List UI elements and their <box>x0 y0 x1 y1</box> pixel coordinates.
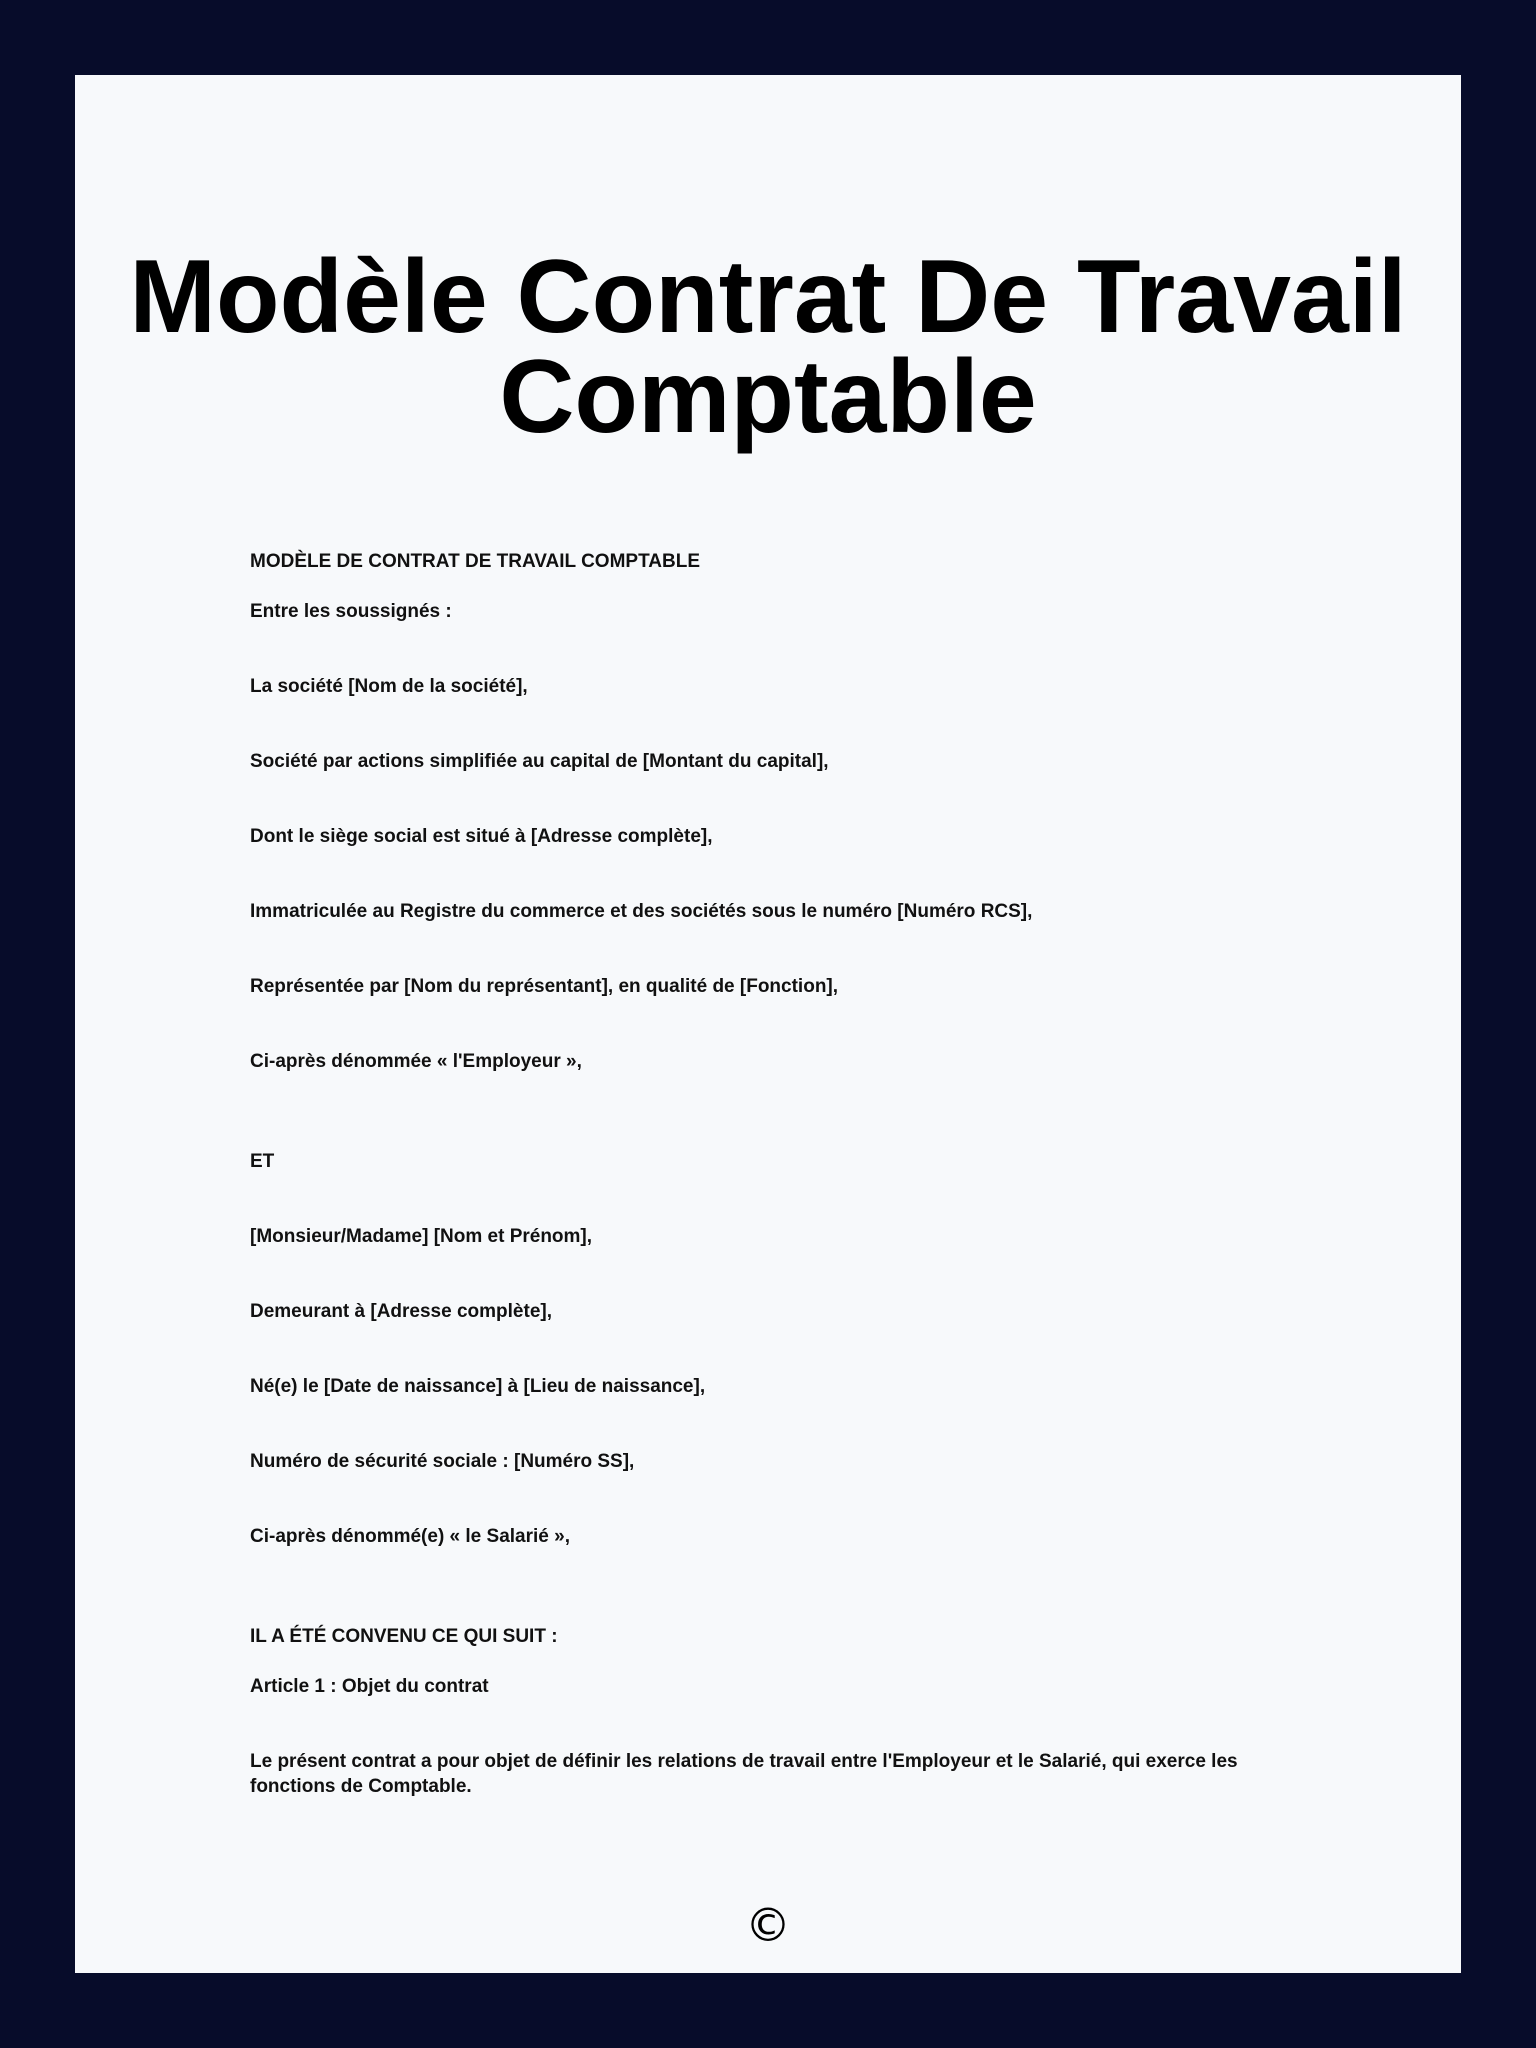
title-line-1: Modèle Contrat De Travail <box>129 239 1407 355</box>
paragraph-employer-designation: Ci-après dénommée « l'Employeur », <box>250 1051 582 1072</box>
document-page <box>75 75 1461 1973</box>
paragraph-employee-designation: Ci-après dénommé(e) « le Salarié », <box>250 1526 570 1547</box>
contract-heading: MODÈLE DE CONTRAT DE TRAVAIL COMPTABLE <box>250 551 701 572</box>
paragraph-parties-intro: Entre les soussignés : <box>250 601 452 622</box>
article-1-body: Le présent contrat a pour objet de définir les relations de travail entre l'Employeur et le Salarié, qui exerce les fonctions de Comptable. <box>250 1751 1238 1797</box>
paragraph-company-rcs: Immatriculée au Registre du commerce et des sociétés sous le numéro [Numéro RCS], <box>250 901 1033 922</box>
paragraph-employee-birth: Né(e) le [Date de naissance] à [Lieu de naissance], <box>250 1376 706 1397</box>
paragraph-employee-address: Demeurant à [Adresse complète], <box>250 1301 552 1322</box>
copyright-icon: © <box>745 1898 791 1952</box>
title-line-2: Comptable <box>499 339 1037 455</box>
paragraph-company-capital: Société par actions simplifiée au capital de [Montant du capital], <box>250 751 829 772</box>
paragraph-and: ET <box>250 1151 275 1172</box>
paragraph-company-address: Dont le siège social est situé à [Adresse complète], <box>250 826 713 847</box>
paragraph-company-representative: Représentée par [Nom du représentant], en qualité de [Fonction], <box>250 976 839 997</box>
paragraph-employee-name: [Monsieur/Madame] [Nom et Prénom], <box>250 1226 593 1247</box>
document-title <box>75 239 1461 455</box>
paragraph-agreement: IL A ÉTÉ CONVENU CE QUI SUIT : <box>250 1626 558 1647</box>
paragraph-company-name: La société [Nom de la société], <box>250 676 528 697</box>
article-1-heading: Article 1 : Objet du contrat <box>250 1676 489 1697</box>
paragraph-employee-ssn: Numéro de sécurité sociale : [Numéro SS], <box>250 1451 635 1472</box>
